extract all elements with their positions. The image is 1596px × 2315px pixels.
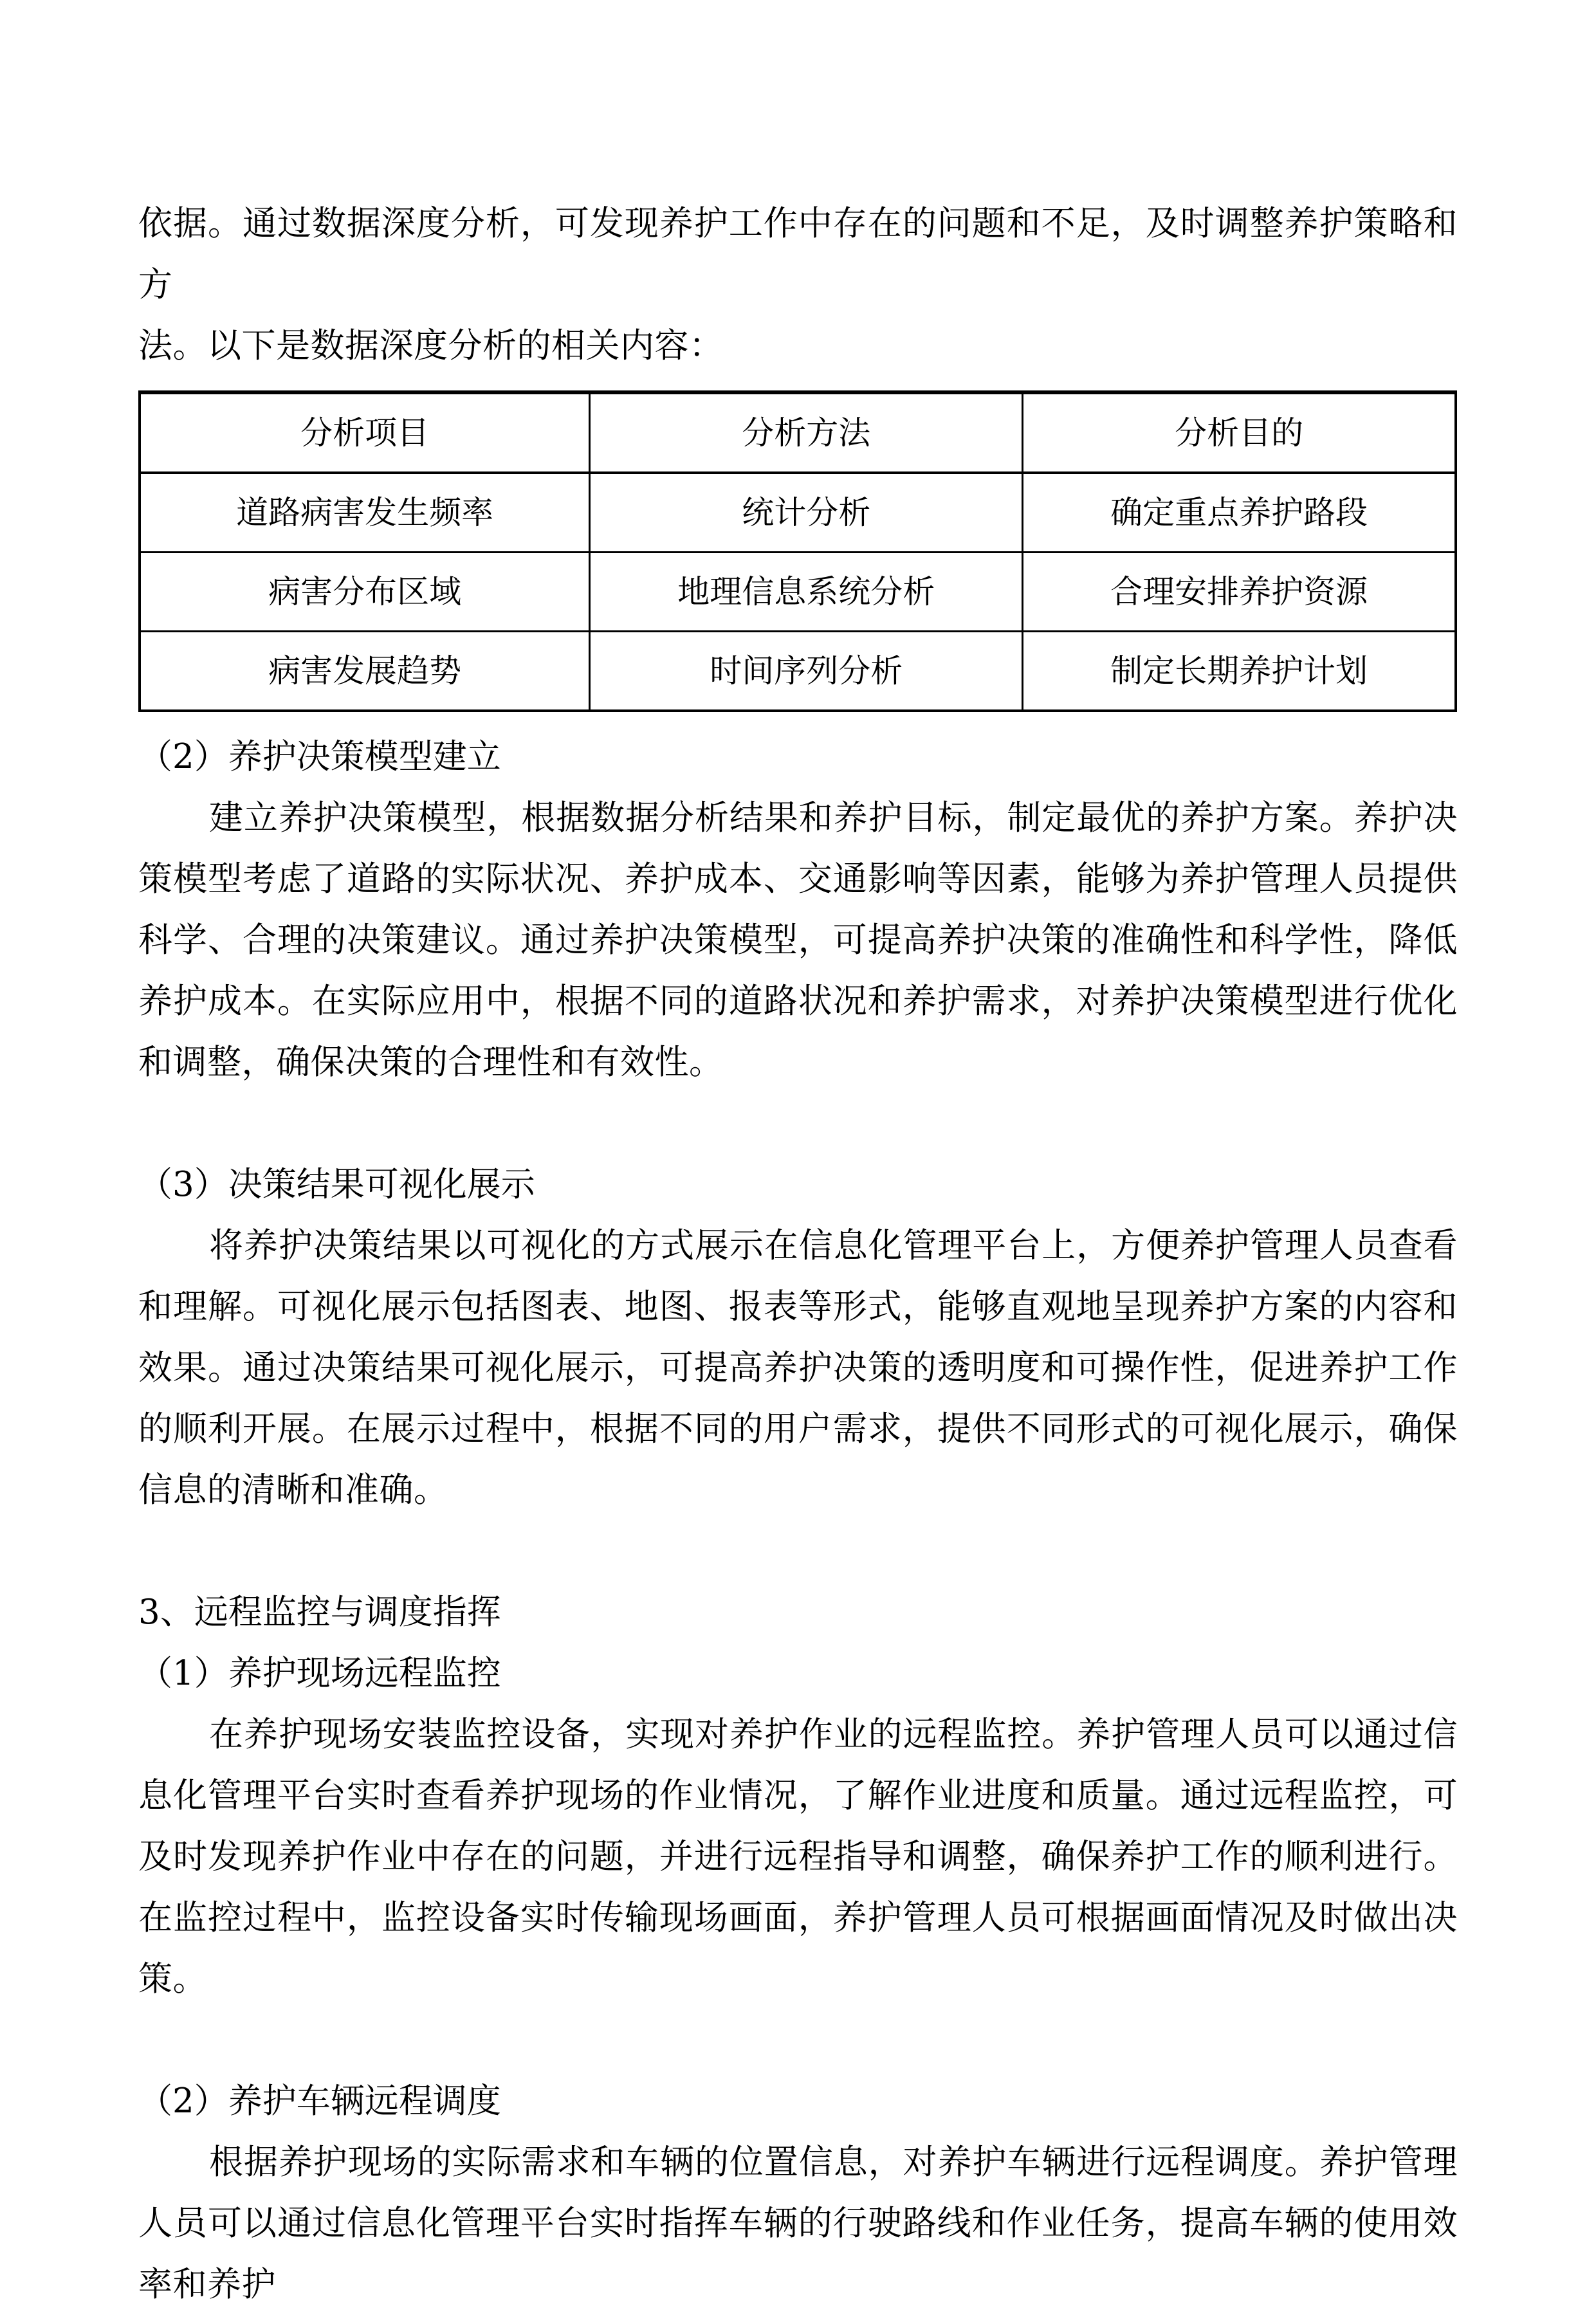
table-cell: 制定长期养护计划 [1023, 632, 1456, 711]
table-cell: 时间序列分析 [590, 632, 1023, 711]
section-3-heading: （3）决策结果可视化展示 [138, 1165, 535, 1204]
analysis-table [138, 390, 1457, 712]
paragraph-spacer [138, 2009, 1458, 2071]
section-3-paragraph: 将养护决策结果以可视化的方式展示在信息化管理平台上，方便养护管理人员查看和理解。可视化展示包括图表、地图、报表等形式，能够直观地呈现养护方案的内容和效果。通过决策结果可视化展示，可提高养护决策的透明度和可操作性，促进养护工作的顺利开展。在展示过程中，根据不同的用户需求，提供不同形式的可视化展示，确保信息的清晰和准确。 [138, 1226, 1458, 1510]
section-2-paragraph: 建立养护决策模型，根据数据分析结果和养护目标，制定最优的养护方案。养护决策模型考虑了道路的实际状况、养护成本、交通影响等因素，能够为养护管理人员提供科学、合理的决策建议。通过养护决策模型，可提高养护决策的准确性和科学性，降低养护成本。在实际应用中，根据不同的道路状况和养护需求，对养护决策模型进行优化和调整，确保决策的合理性和有效性。 [138, 798, 1458, 1082]
section-2-heading: （2）养护决策模型建立 [138, 737, 501, 776]
paragraph-spacer [138, 1093, 1458, 1154]
section-remote-heading: 3、远程监控与调度指挥 [138, 1593, 501, 1632]
table-row [140, 553, 1456, 632]
table-cell: 病害发展趋势 [140, 632, 590, 711]
table-cell: 合理安排养护资源 [1023, 553, 1456, 632]
table-cell: 病害分布区域 [140, 553, 590, 632]
intro-line-1-text: 依据。通过数据深度分析，可发现养护工作中存在的问题和不足，及时调整养护策略和方 [138, 204, 1458, 304]
intro-line-2-text: 法。以下是数据深度分析的相关内容： [138, 326, 724, 365]
table-cell: 统计分析 [590, 473, 1023, 553]
table-header-cell: 分析方法 [590, 392, 1023, 473]
table-cell: 道路病害发生频率 [140, 473, 590, 553]
subsection-2-heading: （2）养护车辆远程调度 [138, 2082, 501, 2121]
table-row [140, 632, 1456, 711]
subsection-2-paragraph: 根据养护现场的实际需求和车辆的位置信息，对养护车辆进行远程调度。养护管理人员可以通过信息化管理平台实时指挥车辆的行驶路线和作业任务，提高车辆的使用效率和养护 [138, 2143, 1458, 2304]
table-header-cell: 分析项目 [140, 392, 590, 473]
subsection-1-heading: （1）养护现场远程监控 [138, 1654, 501, 1693]
table-cell: 地理信息系统分析 [590, 553, 1023, 632]
table-header-cell: 分析目的 [1023, 392, 1456, 473]
intro-paragraph-line-2 [138, 315, 1458, 376]
intro-paragraph-line-1 [138, 193, 1458, 315]
paragraph-spacer [138, 1521, 1458, 1582]
table-header-row [140, 392, 1456, 473]
table-row [140, 473, 1456, 553]
subsection-1-paragraph: 在养护现场安装监控设备，实现对养护作业的远程监控。养护管理人员可以通过信息化管理平台实时查看养护现场的作业情况，了解作业进度和质量。通过远程监控，可及时发现养护作业中存在的问题，并进行远程指导和调整，确保养护工作的顺利进行。在监控过程中，监控设备实时传输现场画面，养护管理人员可根据画面情况及时做出决策。 [138, 1715, 1458, 1999]
table-cell: 确定重点养护路段 [1023, 473, 1456, 553]
